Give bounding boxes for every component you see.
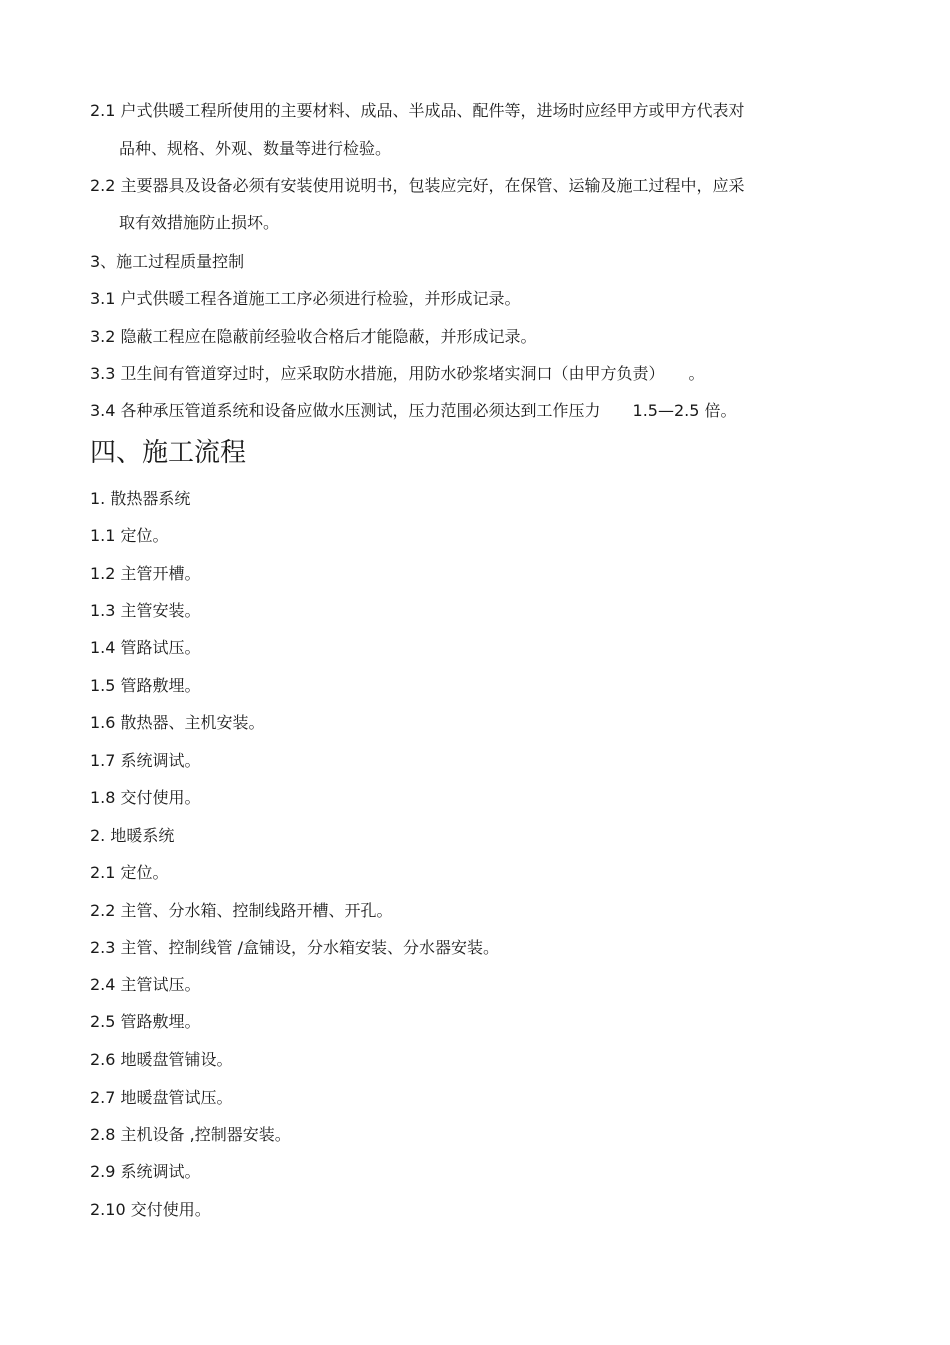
step-2-5: 2.5 管路敷埋。 xyxy=(90,1012,201,1031)
step-2-4: 2.4 主管试压。 xyxy=(90,975,201,994)
paragraph-3-3: 3.3 卫生间有管道穿过时，应采取防水措施，用防水砂浆堵实洞口（由甲方负责） 。 xyxy=(90,364,705,383)
paragraph-3-2: 3.2 隐蔽工程应在隐蔽前经验收合格后才能隐蔽，并形成记录。 xyxy=(90,327,537,346)
subsection-2-title: 2. 地暖系统 xyxy=(90,826,175,845)
step-1-8: 1.8 交付使用。 xyxy=(90,788,201,807)
step-1-6: 1.6 散热器、主机安装。 xyxy=(90,713,265,732)
step-1-3: 1.3 主管安装。 xyxy=(90,601,201,620)
step-2-7: 2.7 地暖盘管试压。 xyxy=(90,1088,233,1107)
subsection-1-title: 1. 散热器系统 xyxy=(90,489,191,508)
step-1-4: 1.4 管路试压。 xyxy=(90,638,201,657)
paragraph-3-1: 3.1 户式供暖工程各道施工工序必须进行检验，并形成记录。 xyxy=(90,289,521,308)
step-2-1: 2.1 定位。 xyxy=(90,863,169,882)
section-3-title: 3、施工过程质量控制 xyxy=(90,252,245,271)
step-2-2: 2.2 主管、分水箱、控制线路开槽、开孔。 xyxy=(90,901,393,920)
paragraph-2-1-line1: 2.1 户式供暖工程所使用的主要材料、成品、半成品、配件等，进场时应经甲方或甲方代表对 xyxy=(90,101,745,120)
paragraph-2-2-line2: 取有效措施防止损坏。 xyxy=(119,213,280,232)
step-2-3: 2.3 主管、控制线管 /盒铺设，分水箱安装、分水器安装。 xyxy=(90,938,500,957)
step-1-1: 1.1 定位。 xyxy=(90,526,169,545)
step-2-8: 2.8 主机设备 ,控制器安装。 xyxy=(90,1125,291,1144)
step-2-6: 2.6 地暖盘管铺设。 xyxy=(90,1050,233,1069)
paragraph-2-1-line2: 品种、规格、外观、数量等进行检验。 xyxy=(119,139,392,158)
step-1-5: 1.5 管路敷埋。 xyxy=(90,676,201,695)
chapter-4-heading: 四、施工流程 xyxy=(90,438,247,468)
step-1-2: 1.2 主管开槽。 xyxy=(90,564,201,583)
step-2-9: 2.9 系统调试。 xyxy=(90,1162,201,1181)
step-2-10: 2.10 交付使用。 xyxy=(90,1200,211,1219)
step-1-7: 1.7 系统调试。 xyxy=(90,751,201,770)
paragraph-3-4: 3.4 各种承压管道系统和设备应做水压测试，压力范围必须达到工作压力 1.5—2.5 倍。 xyxy=(90,401,737,420)
paragraph-2-2-line1: 2.2 主要器具及设备必须有安装使用说明书，包装应完好，在保管、运输及施工过程中，应采 xyxy=(90,176,745,195)
